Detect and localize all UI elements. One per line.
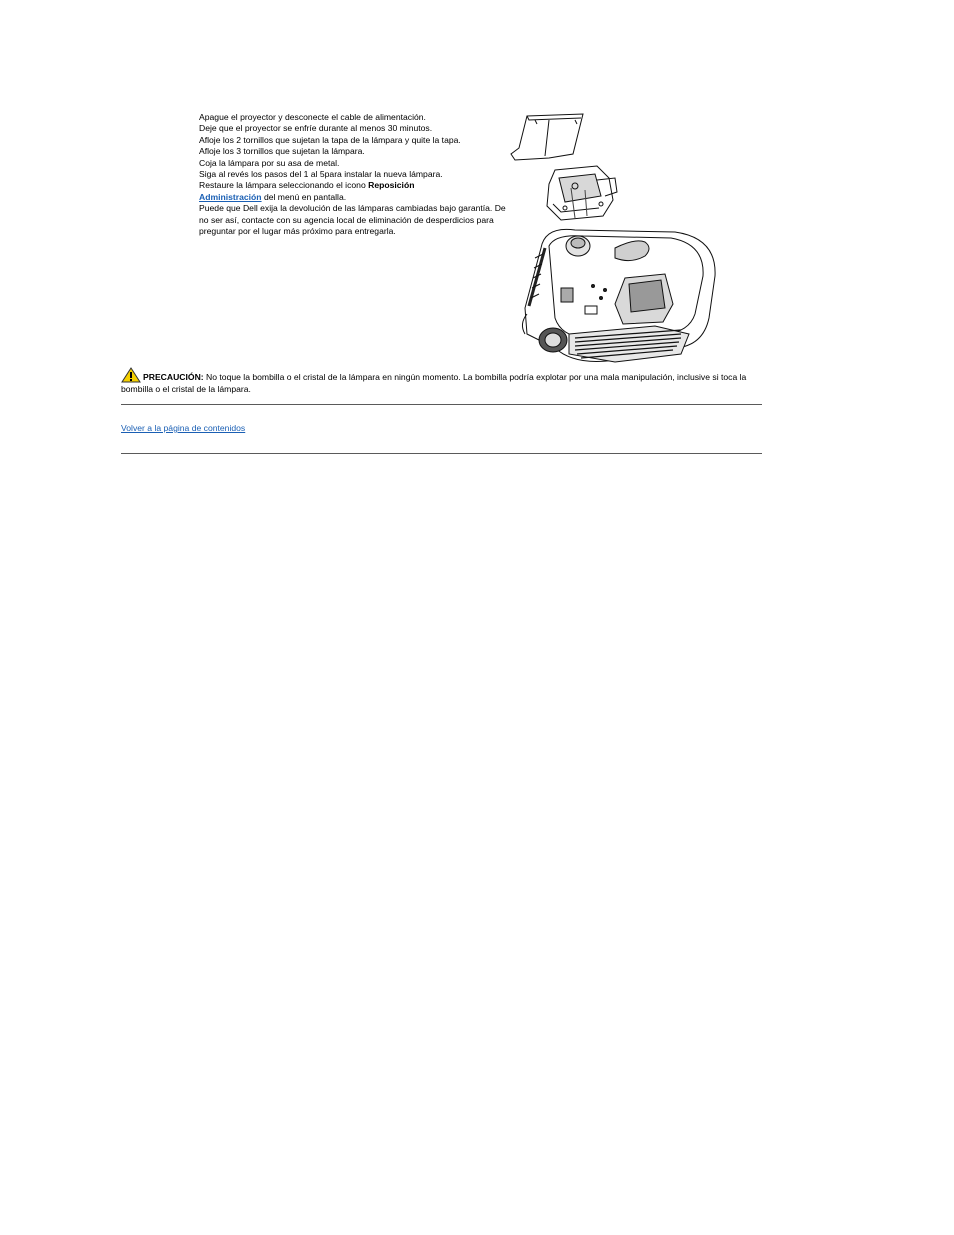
step-7 <box>199 180 509 203</box>
administracion-link[interactable]: Administración <box>199 191 262 202</box>
step-7-bold: Reposición <box>368 180 415 191</box>
step-8: Puede que Dell exija la devolución de las lámparas cambiadas bajo garantía. De no ser así, contacte con su agencia local de eliminación de desperdicios para preguntar por el lugar más próximo para entregarla. <box>199 203 506 237</box>
step-5: Coja la lámpara por su asa de metal. <box>199 157 340 168</box>
caution-label: PRECAUCIÓN: <box>143 372 204 382</box>
divider-top <box>121 404 762 405</box>
lamp-cover-drawing <box>511 114 583 160</box>
step-7-suffix: del menú en pantalla. <box>261 191 347 202</box>
divider-bottom <box>121 453 762 454</box>
back-link-container <box>121 423 245 433</box>
step-2: Deje que el proyector se enfríe durante al menos 30 minutos. <box>199 123 433 134</box>
warning-icon <box>121 367 141 383</box>
step-4: Afloje los 3 tornillos que sujetan la lámpara. <box>199 146 365 157</box>
lamp-replacement-illustration <box>505 108 730 368</box>
back-to-contents-link[interactable]: Volver a la página de contenidos <box>121 423 246 433</box>
step-1: Apague el proyector y desconecte el cable de alimentación. <box>199 112 426 122</box>
instruction-steps <box>199 112 509 237</box>
projector-body-drawing <box>522 229 715 362</box>
caution-text: No toque la bombilla o el cristal de la lámpara en ningún momento. La bombilla podría explotar por una mala manipulación, inclusive si toca la bombilla o el cristal de la lámpara. <box>121 372 747 394</box>
step-3: Afloje los 2 tornillos que sujetan la tapa de la lámpara y quite la tapa. <box>199 134 461 145</box>
step-7-text: Restaure la lámpara seleccionando el icono <box>199 180 369 191</box>
lamp-module-drawing <box>547 166 617 220</box>
caution-note <box>121 367 764 395</box>
step-6: Siga al revés los pasos del 1 al 5para instalar la nueva lámpara. <box>199 169 443 180</box>
